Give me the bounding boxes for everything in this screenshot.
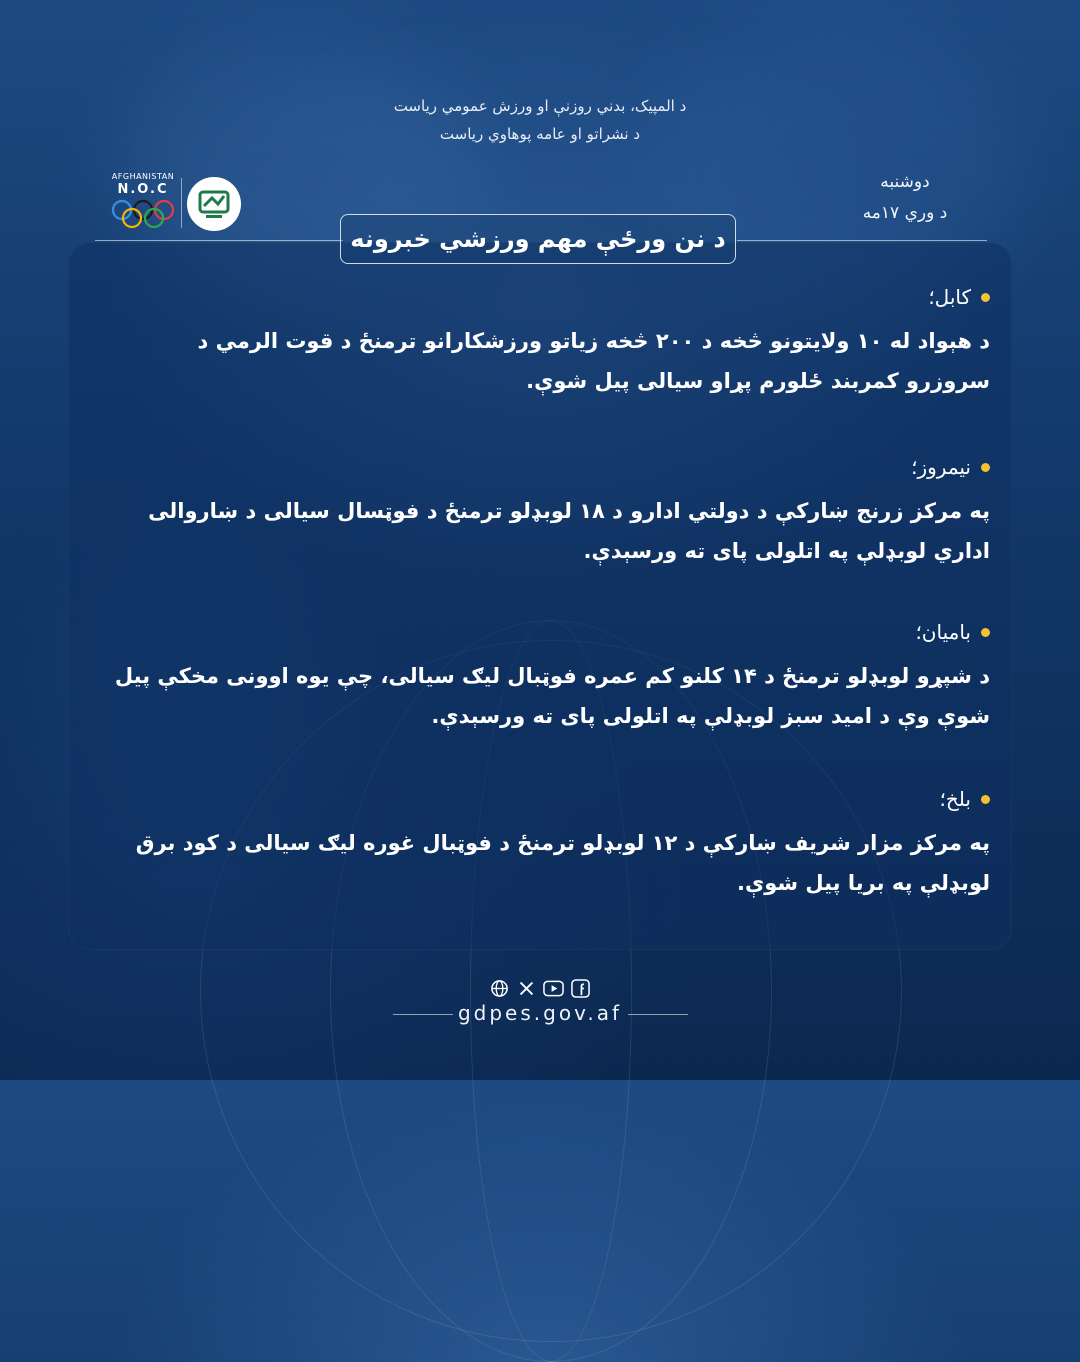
social-links [488,976,592,1000]
news-text: د هېواد له ۱۰ ولایتونو څخه د ۲۰۰ څخه زیاتو ورزشکارانو ترمنځ د قوت الرمي د سروزرو کمربند ځلورم پړاو سیالی پیل شوې. [197,329,990,393]
news-item [110,787,990,903]
department-name: د نشراتو او عامه پوهاوي ریاست [439,125,641,143]
youtube-icon[interactable] [543,978,564,999]
news-text: په مرکز مزار شریف ښارکې د ۱۲ لوبډلو ترمنځ د فوټبال غوره لیګ سیالی د کود برق لوبډلې په بریا پیل شوې. [135,831,990,895]
bullet-dot-icon [981,795,990,804]
bullet-dot-icon [981,463,990,472]
noc-country: AFGHANISTAN [111,172,175,181]
news-text: د شپړو لوبډلو ترمنځ د ۱۴ کلنو کم عمره فوټبال لیګ سیالی، چې یوه اوونی مخکې پیل شوې وې د امید سبز لوبډلې په اتلولی پای ته ورسېدې. [114,664,990,728]
noc-letters: N.O.C [117,182,169,197]
sports-emblem-icon [194,184,234,224]
logo-divider [181,178,182,228]
bullet-dot-icon [981,628,990,637]
bullet-dot-icon [981,293,990,302]
olympic-rings-icon [110,198,176,228]
facebook-icon[interactable] [570,978,591,999]
news-item [110,285,990,401]
news-location: بلخ؛ [939,787,971,811]
news-label-row [110,285,990,309]
website-link[interactable]: gdpes.gov.af [457,1001,623,1025]
sports-directorate-logo [187,177,241,231]
page-title: د نن ورځې مهم ورزشي خبرونه [340,214,736,264]
news-text: په مرکز زرنج ښارکې د دولتي ادارو د ۱۸ لوبډلو ترمنځ د فوټسال سیالی د ښاروالی اداري لوبډلې په اتلولی پای ته ورسېدې. [148,499,990,563]
date-day: د وري ۱۷مه [862,203,948,223]
date-weekday: دوشنبه [880,172,930,192]
title-rule-right [737,240,987,241]
news-location: بامیان؛ [915,620,971,644]
title-rule-left [95,240,343,241]
news-item [110,455,990,571]
org-name: د المپیک، بدني روزنې او ورزش عمومي ریاست [393,97,687,115]
x-icon[interactable] [516,978,537,999]
noc-logo [106,172,180,232]
globe-icon[interactable] [489,978,510,999]
news-location: کابل؛ [928,285,971,309]
news-label-row [110,620,990,644]
news-label-row [110,787,990,811]
news-item [110,620,990,736]
news-location: نیمروز؛ [911,455,971,479]
news-label-row [110,455,990,479]
